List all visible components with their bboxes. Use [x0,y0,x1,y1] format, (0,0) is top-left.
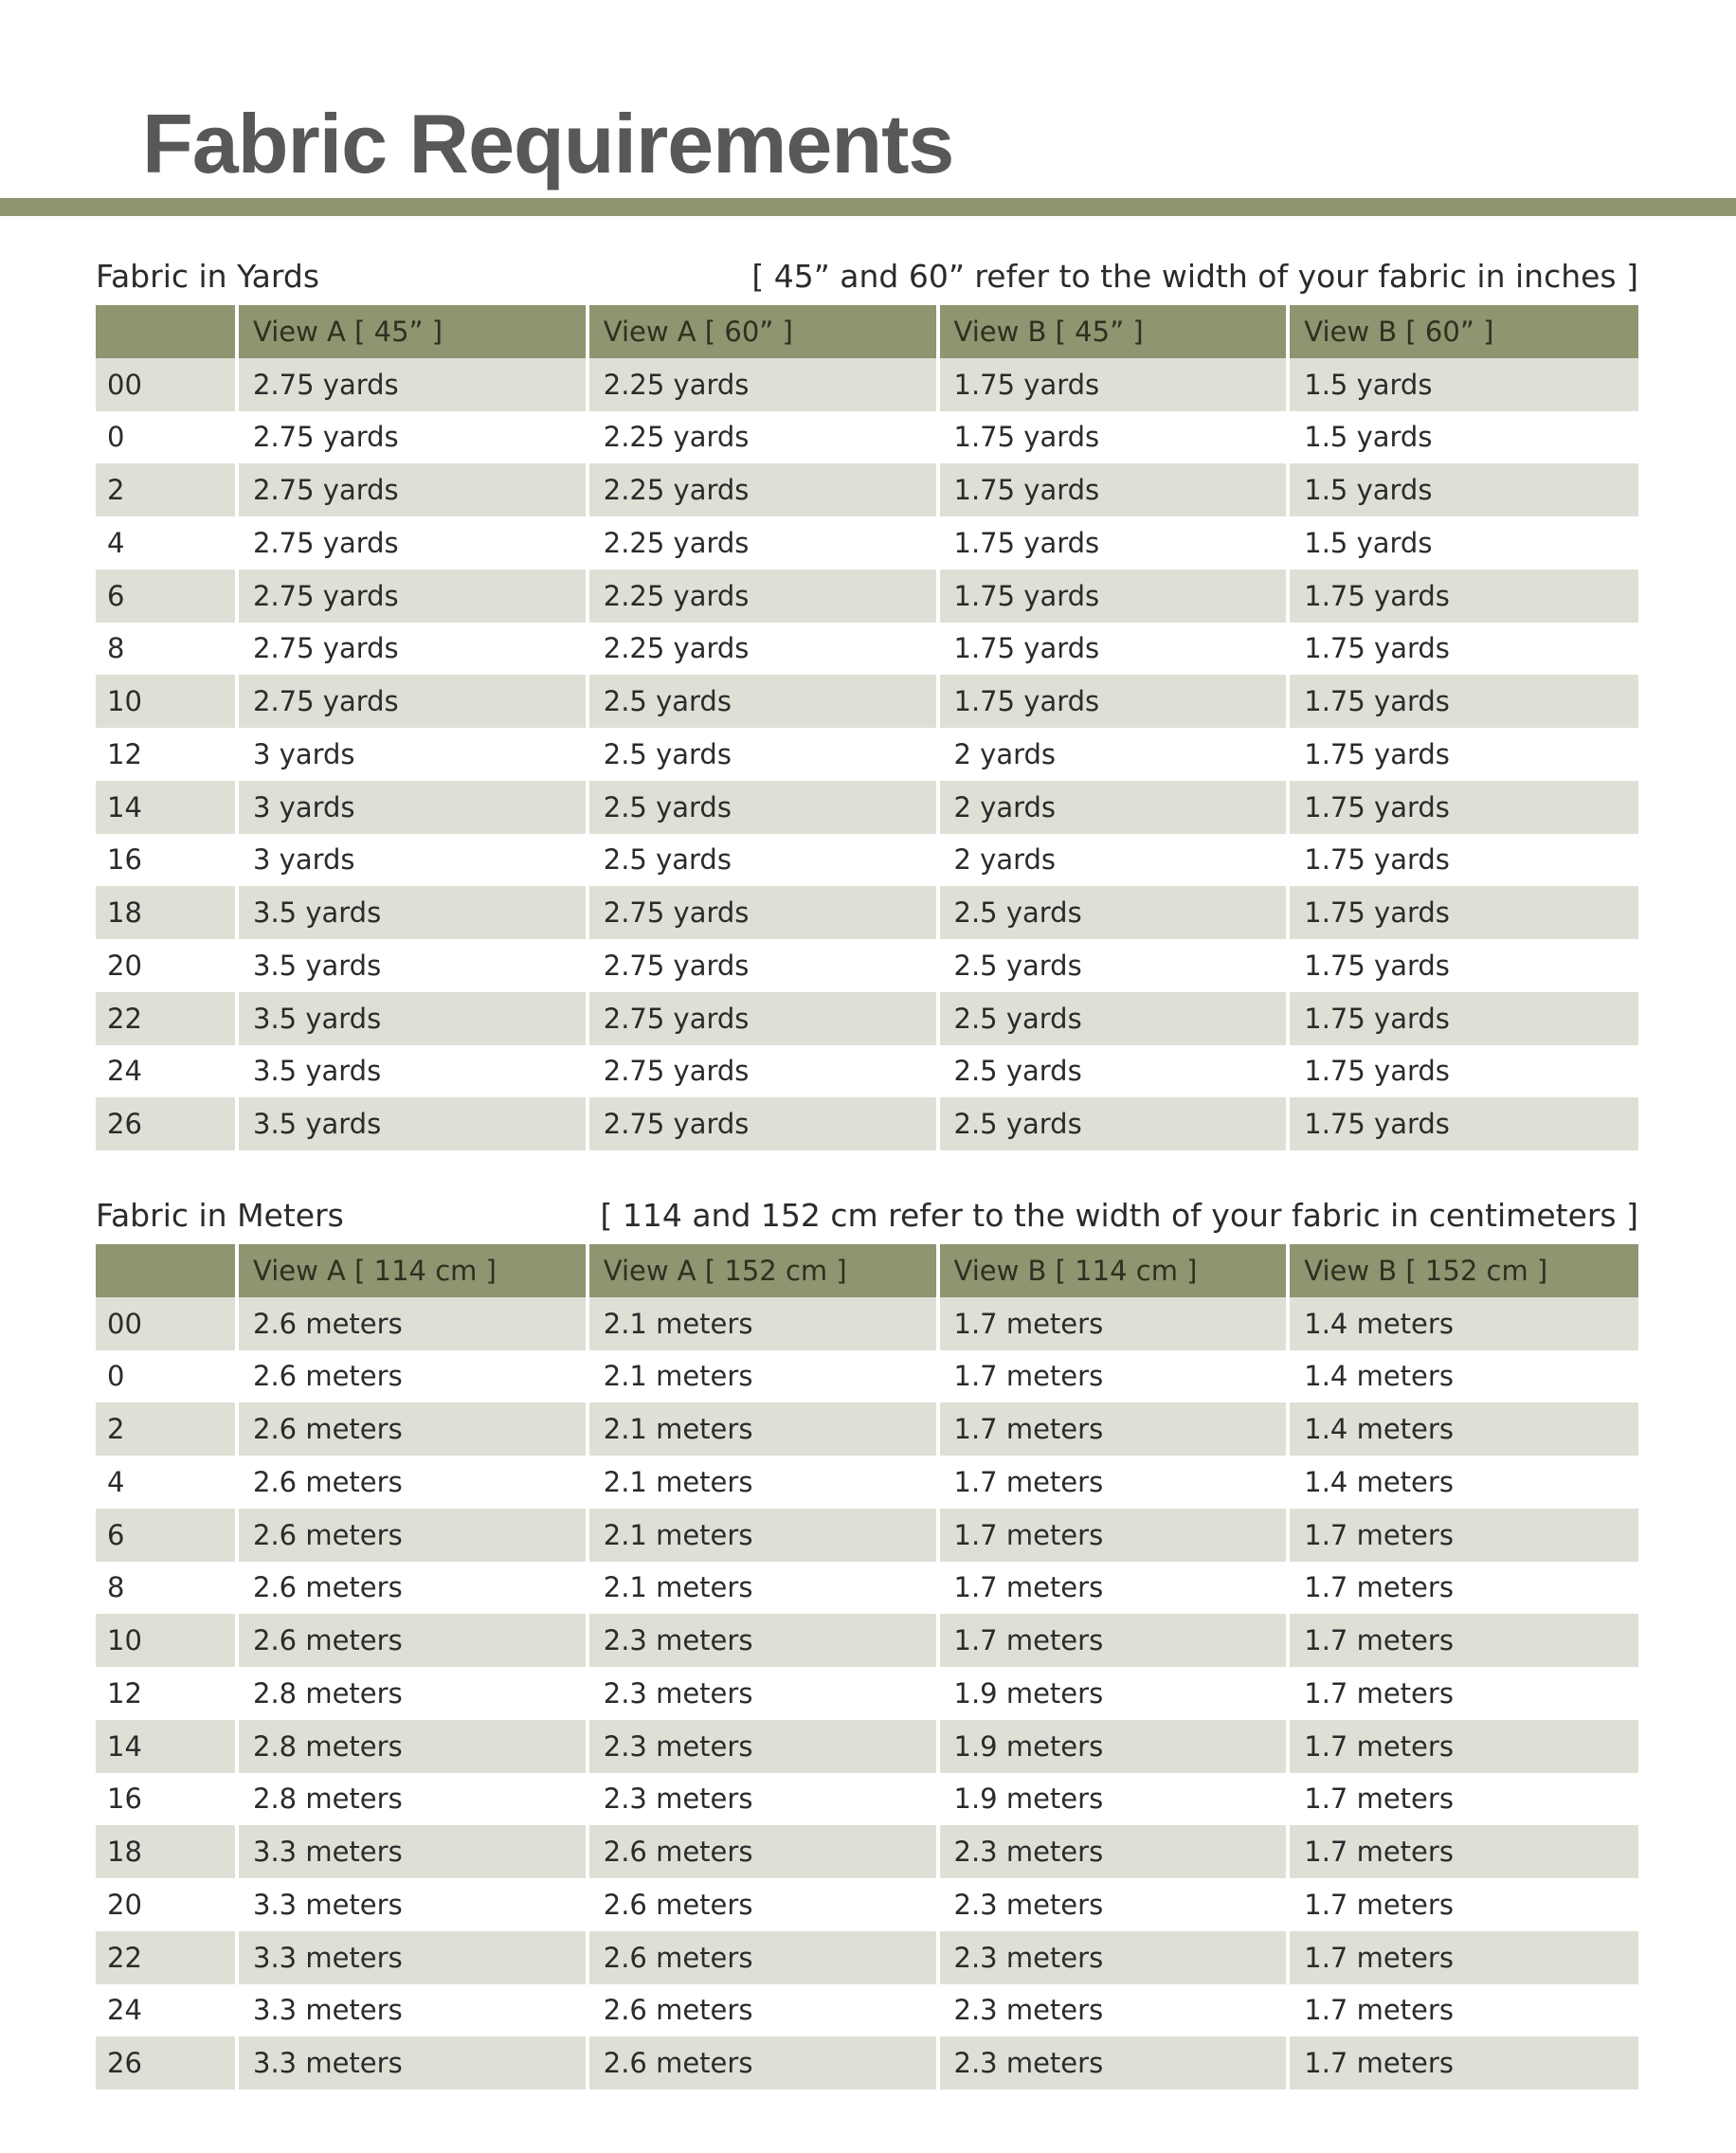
column-header: View A [ 152 cm ] [588,1244,938,1297]
size-cell: 18 [96,886,237,939]
fabric-amount-cell: 1.5 yards [1288,411,1638,464]
fabric-amount-cell: 1.7 meters [1288,1667,1638,1720]
fabric-amount-cell: 1.75 yards [1288,675,1638,728]
size-cell: 6 [96,570,237,623]
column-header: View A [ 60” ] [588,305,938,358]
table-row [96,623,1638,676]
size-cell: 12 [96,1667,237,1720]
table-row [96,675,1638,728]
table-row [96,939,1638,992]
fabric-amount-cell: 2.8 meters [237,1667,588,1720]
fabric-amount-cell: 2 yards [938,728,1289,781]
fabric-amount-cell: 1.7 meters [1288,1878,1638,1931]
size-cell: 18 [96,1825,237,1878]
yards-section-header [96,248,1638,305]
fabric-amount-cell: 1.7 meters [1288,1773,1638,1826]
fabric-amount-cell: 1.75 yards [1288,728,1638,781]
fabric-amount-cell: 1.75 yards [1288,834,1638,887]
table-row [96,1045,1638,1098]
fabric-amount-cell: 1.7 meters [938,1402,1289,1456]
fabric-amount-cell: 1.75 yards [938,463,1289,516]
table-row [96,1509,1638,1562]
fabric-amount-cell: 2.3 meters [938,1825,1289,1878]
fabric-amount-cell: 2.75 yards [588,886,938,939]
fabric-amount-cell: 1.7 meters [938,1614,1289,1667]
fabric-amount-cell: 1.75 yards [938,623,1289,676]
fabric-amount-cell: 1.75 yards [1288,623,1638,676]
size-cell: 22 [96,1931,237,1984]
size-cell: 10 [96,1614,237,1667]
fabric-amount-cell: 1.7 meters [1288,1720,1638,1773]
fabric-amount-cell: 1.75 yards [1288,1045,1638,1098]
meters-table [96,1244,1638,2090]
fabric-amount-cell: 2.25 yards [588,411,938,464]
fabric-amount-cell: 3.5 yards [237,886,588,939]
fabric-amount-cell: 2.3 meters [588,1773,938,1826]
table-row [96,781,1638,834]
size-cell: 20 [96,1878,237,1931]
fabric-amount-cell: 1.5 yards [1288,516,1638,570]
size-column-header [96,305,237,358]
fabric-amount-cell: 2 yards [938,781,1289,834]
size-cell: 20 [96,939,237,992]
fabric-amount-cell: 1.4 meters [1288,1402,1638,1456]
fabric-amount-cell: 1.7 meters [1288,1931,1638,1984]
fabric-amount-cell: 3 yards [237,728,588,781]
fabric-amount-cell: 2.75 yards [237,570,588,623]
fabric-amount-cell: 1.4 meters [1288,1297,1638,1350]
fabric-amount-cell: 2.25 yards [588,623,938,676]
fabric-amount-cell: 2.75 yards [588,1045,938,1098]
fabric-amount-cell: 2.5 yards [938,886,1289,939]
fabric-amount-cell: 3 yards [237,781,588,834]
fabric-amount-cell: 2.1 meters [588,1562,938,1615]
fabric-amount-cell: 2.1 meters [588,1402,938,1456]
table-row [96,728,1638,781]
fabric-amount-cell: 2.3 meters [588,1720,938,1773]
fabric-amount-cell: 2.75 yards [588,939,938,992]
fabric-amount-cell: 1.7 meters [1288,2036,1638,2090]
fabric-amount-cell: 2.6 meters [237,1562,588,1615]
fabric-amount-cell: 2.5 yards [938,1045,1289,1098]
fabric-amount-cell: 2.6 meters [237,1402,588,1456]
size-cell: 10 [96,675,237,728]
fabric-amount-cell: 1.75 yards [1288,781,1638,834]
table-row [96,1562,1638,1615]
fabric-amount-cell: 2.5 yards [588,781,938,834]
fabric-amount-cell: 2.3 meters [938,1878,1289,1931]
table-header-row [96,305,1638,358]
table-row [96,834,1638,887]
table-row [96,1931,1638,1984]
fabric-amount-cell: 3.5 yards [237,1097,588,1150]
fabric-amount-cell: 1.75 yards [938,358,1289,411]
fabric-amount-cell: 2.75 yards [237,623,588,676]
fabric-amount-cell: 2.5 yards [938,1097,1289,1150]
fabric-amount-cell: 1.75 yards [938,675,1289,728]
fabric-amount-cell: 1.75 yards [1288,1097,1638,1150]
title-rule [0,198,1736,216]
fabric-amount-cell: 2.75 yards [237,411,588,464]
fabric-amount-cell: 2.6 meters [237,1456,588,1509]
fabric-amount-cell: 2.1 meters [588,1297,938,1350]
size-cell: 12 [96,728,237,781]
table-row [96,1350,1638,1403]
fabric-amount-cell: 2.5 yards [588,675,938,728]
size-cell: 00 [96,1297,237,1350]
table-row [96,1773,1638,1826]
fabric-amount-cell: 2.75 yards [237,358,588,411]
fabric-amount-cell: 2.1 meters [588,1350,938,1403]
yards-heading: Fabric in Yards [96,258,320,295]
fabric-amount-cell: 2.75 yards [237,675,588,728]
fabric-amount-cell: 2.5 yards [938,939,1289,992]
fabric-amount-cell: 1.7 meters [938,1456,1289,1509]
fabric-amount-cell: 2.3 meters [588,1614,938,1667]
fabric-amount-cell: 2.3 meters [938,1931,1289,1984]
fabric-amount-cell: 3.5 yards [237,1045,588,1098]
fabric-amount-cell: 3.5 yards [237,992,588,1045]
size-cell: 14 [96,1720,237,1773]
table-row [96,2036,1638,2090]
table-row [96,1614,1638,1667]
fabric-amount-cell: 1.7 meters [938,1562,1289,1615]
size-cell: 14 [96,781,237,834]
fabric-amount-cell: 1.7 meters [1288,1614,1638,1667]
fabric-amount-cell: 2.5 yards [588,728,938,781]
size-cell: 8 [96,1562,237,1615]
fabric-amount-cell: 2.75 yards [237,516,588,570]
fabric-amount-cell: 2.3 meters [938,1984,1289,2037]
fabric-amount-cell: 2.25 yards [588,570,938,623]
fabric-amount-cell: 2.6 meters [588,1825,938,1878]
page-title: Fabric Requirements [142,97,954,190]
fabric-amount-cell: 1.75 yards [938,516,1289,570]
fabric-amount-cell: 2.6 meters [237,1297,588,1350]
fabric-amount-cell: 3.5 yards [237,939,588,992]
fabric-amount-cell: 1.9 meters [938,1773,1289,1826]
size-cell: 0 [96,1350,237,1403]
size-cell: 2 [96,1402,237,1456]
fabric-amount-cell: 2.5 yards [938,992,1289,1045]
fabric-amount-cell: 1.5 yards [1288,358,1638,411]
fabric-amount-cell: 2.25 yards [588,463,938,516]
fabric-amount-cell: 2.6 meters [588,2036,938,2090]
fabric-amount-cell: 2.25 yards [588,358,938,411]
table-header-row [96,1244,1638,1297]
fabric-amount-cell: 2.8 meters [237,1773,588,1826]
table-row [96,1097,1638,1150]
table-row [96,1720,1638,1773]
table-row [96,570,1638,623]
fabric-amount-cell: 3.3 meters [237,1878,588,1931]
size-column-header [96,1244,237,1297]
table-row [96,1667,1638,1720]
table-row [96,1297,1638,1350]
fabric-amount-cell: 1.7 meters [1288,1509,1638,1562]
fabric-amount-cell: 3.3 meters [237,1984,588,2037]
fabric-amount-cell: 1.75 yards [938,411,1289,464]
fabric-amount-cell: 2.5 yards [588,834,938,887]
size-cell: 4 [96,1456,237,1509]
column-header: View A [ 114 cm ] [237,1244,588,1297]
fabric-amount-cell: 2.6 meters [588,1931,938,1984]
size-cell: 00 [96,358,237,411]
fabric-amount-cell: 1.4 meters [1288,1456,1638,1509]
fabric-amount-cell: 1.75 yards [1288,570,1638,623]
fabric-amount-cell: 1.7 meters [1288,1825,1638,1878]
fabric-amount-cell: 1.7 meters [938,1297,1289,1350]
size-cell: 26 [96,1097,237,1150]
table-row [96,516,1638,570]
size-cell: 8 [96,623,237,676]
fabric-amount-cell: 2.75 yards [588,992,938,1045]
size-cell: 16 [96,1773,237,1826]
fabric-amount-cell: 1.9 meters [938,1667,1289,1720]
size-cell: 22 [96,992,237,1045]
fabric-amount-cell: 2.25 yards [588,516,938,570]
size-cell: 4 [96,516,237,570]
fabric-amount-cell: 3.3 meters [237,1825,588,1878]
fabric-amount-cell: 1.4 meters [1288,1350,1638,1403]
fabric-amount-cell: 1.75 yards [938,570,1289,623]
fabric-amount-cell: 2.8 meters [237,1720,588,1773]
fabric-amount-cell: 1.9 meters [938,1720,1289,1773]
table-row [96,886,1638,939]
fabric-amount-cell: 2.75 yards [588,1097,938,1150]
size-cell: 26 [96,2036,237,2090]
fabric-amount-cell: 3 yards [237,834,588,887]
fabric-amount-cell: 1.7 meters [938,1350,1289,1403]
column-header: View B [ 45” ] [938,305,1289,358]
table-row [96,463,1638,516]
column-header: View A [ 45” ] [237,305,588,358]
fabric-amount-cell: 2.1 meters [588,1509,938,1562]
size-cell: 24 [96,1045,237,1098]
fabric-amount-cell: 2.1 meters [588,1456,938,1509]
table-row [96,1825,1638,1878]
fabric-amount-cell: 2.6 meters [237,1614,588,1667]
fabric-amount-cell: 2.6 meters [588,1878,938,1931]
fabric-amount-cell: 1.7 meters [1288,1562,1638,1615]
fabric-amount-cell: 2.6 meters [237,1509,588,1562]
fabric-amount-cell: 2.3 meters [588,1667,938,1720]
fabric-amount-cell: 1.5 yards [1288,463,1638,516]
table-row [96,992,1638,1045]
size-cell: 6 [96,1509,237,1562]
table-row [96,1984,1638,2037]
table-row [96,358,1638,411]
size-cell: 16 [96,834,237,887]
column-header: View B [ 152 cm ] [1288,1244,1638,1297]
column-header: View B [ 114 cm ] [938,1244,1289,1297]
meters-section-header [96,1187,1638,1244]
fabric-amount-cell: 2.3 meters [938,2036,1289,2090]
fabric-amount-cell: 1.75 yards [1288,939,1638,992]
fabric-amount-cell: 1.7 meters [938,1509,1289,1562]
fabric-amount-cell: 1.7 meters [1288,1984,1638,2037]
table-row [96,1402,1638,1456]
meters-section [96,1187,1638,2090]
table-row [96,1878,1638,1931]
meters-heading: Fabric in Meters [96,1197,344,1234]
column-header: View B [ 60” ] [1288,305,1638,358]
size-cell: 24 [96,1984,237,2037]
yards-section [96,248,1638,1150]
yards-width-note: [ 45” and 60” refer to the width of your fabric in inches ] [751,258,1638,295]
table-row [96,1456,1638,1509]
fabric-amount-cell: 3.3 meters [237,1931,588,1984]
fabric-amount-cell: 2 yards [938,834,1289,887]
fabric-amount-cell: 1.75 yards [1288,992,1638,1045]
meters-width-note: [ 114 and 152 cm refer to the width of your fabric in centimeters ] [600,1197,1638,1234]
fabric-amount-cell: 2.75 yards [237,463,588,516]
yards-table [96,305,1638,1150]
table-row [96,411,1638,464]
size-cell: 0 [96,411,237,464]
size-cell: 2 [96,463,237,516]
fabric-amount-cell: 3.3 meters [237,2036,588,2090]
fabric-amount-cell: 1.75 yards [1288,886,1638,939]
fabric-amount-cell: 2.6 meters [237,1350,588,1403]
fabric-amount-cell: 2.6 meters [588,1984,938,2037]
